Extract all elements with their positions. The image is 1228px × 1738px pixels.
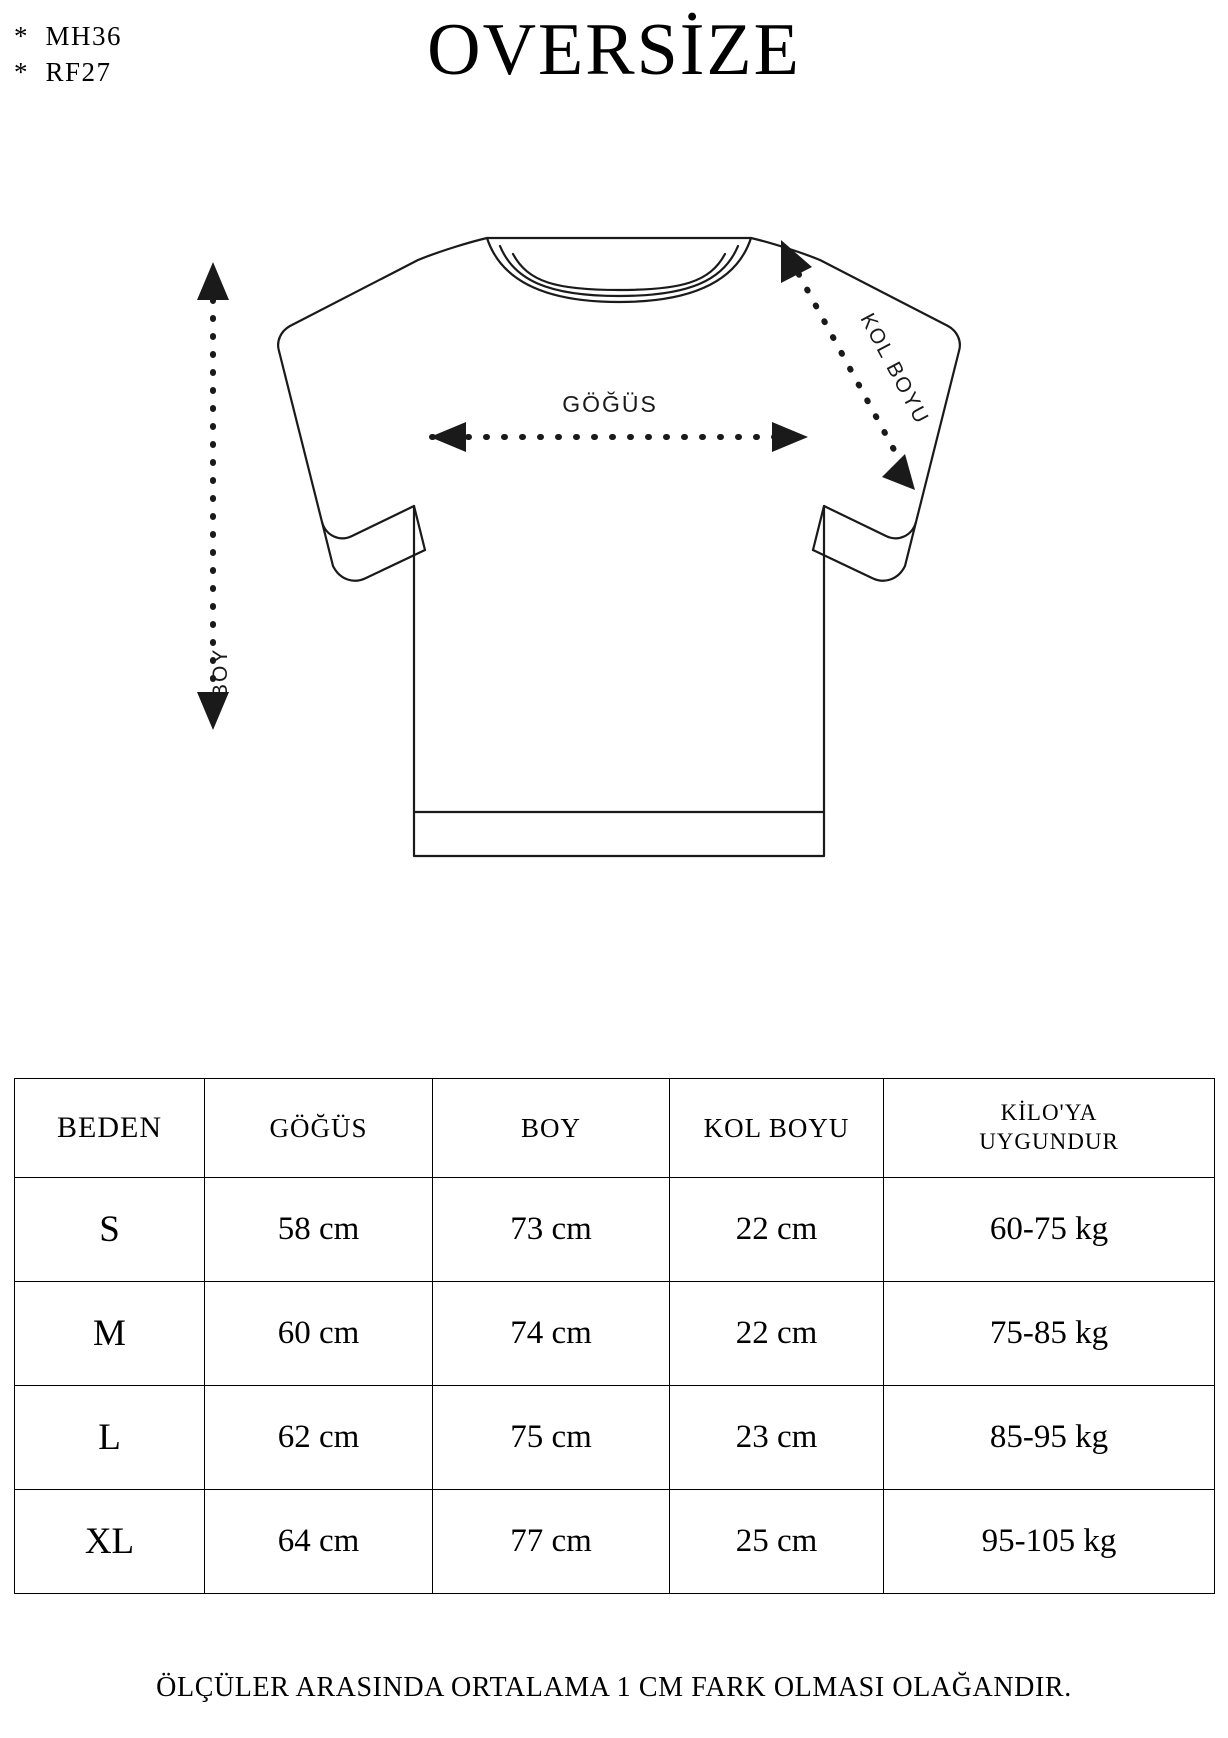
length-label: BOY	[209, 647, 232, 698]
cell-size: S	[15, 1178, 205, 1282]
product-code-2: * RF27	[14, 57, 112, 88]
cell-chest: 64 cm	[205, 1490, 433, 1594]
chest-label: GÖĞÜS	[562, 391, 658, 417]
cell-length: 77 cm	[433, 1490, 670, 1594]
table-row	[15, 1178, 1215, 1282]
cell-length: 74 cm	[433, 1282, 670, 1386]
header-kilo-uygundur	[884, 1079, 1215, 1178]
header-boy: BOY	[433, 1079, 670, 1178]
cell-size: XL	[15, 1490, 205, 1594]
header-gogus: GÖĞÜS	[205, 1079, 433, 1178]
header-kol-boyu: KOL BOYU	[670, 1079, 884, 1178]
size-table-container	[14, 1078, 1214, 1594]
header-beden: BEDEN	[15, 1079, 205, 1178]
footnote: ÖLÇÜLER ARASINDA ORTALAMA 1 CM FARK OLMASI OLAĞANDIR.	[156, 1672, 1072, 1703]
cell-length: 73 cm	[433, 1178, 670, 1282]
page-title: OVERSİZE	[427, 9, 801, 91]
table-row	[15, 1386, 1215, 1490]
chest-measure-arrow	[430, 422, 808, 452]
cell-size: L	[15, 1386, 205, 1490]
cell-weight: 75-85 kg	[884, 1282, 1215, 1386]
cell-sleeve: 23 cm	[670, 1386, 884, 1490]
size-table	[14, 1078, 1215, 1594]
header-kilo-line1: KİLO'YA	[1000, 1100, 1098, 1126]
cell-sleeve: 25 cm	[670, 1490, 884, 1594]
table-row	[15, 1490, 1215, 1594]
table-row	[15, 1282, 1215, 1386]
cell-weight: 85-95 kg	[884, 1386, 1215, 1490]
cell-weight: 95-105 kg	[884, 1490, 1215, 1594]
cell-sleeve: 22 cm	[670, 1282, 884, 1386]
sleeve-label: KOL BOYU	[855, 309, 934, 429]
cell-weight: 60-75 kg	[884, 1178, 1215, 1282]
header-kilo-line2: UYGUNDUR	[979, 1129, 1119, 1154]
cell-chest: 62 cm	[205, 1386, 433, 1490]
cell-sleeve: 22 cm	[670, 1178, 884, 1282]
table-header-row	[15, 1079, 1215, 1178]
product-code-1: * MH36	[14, 21, 123, 51]
cell-size: M	[15, 1282, 205, 1386]
cell-length: 75 cm	[433, 1386, 670, 1490]
cell-chest: 60 cm	[205, 1282, 433, 1386]
tshirt-diagram	[0, 150, 1228, 950]
cell-chest: 58 cm	[205, 1178, 433, 1282]
